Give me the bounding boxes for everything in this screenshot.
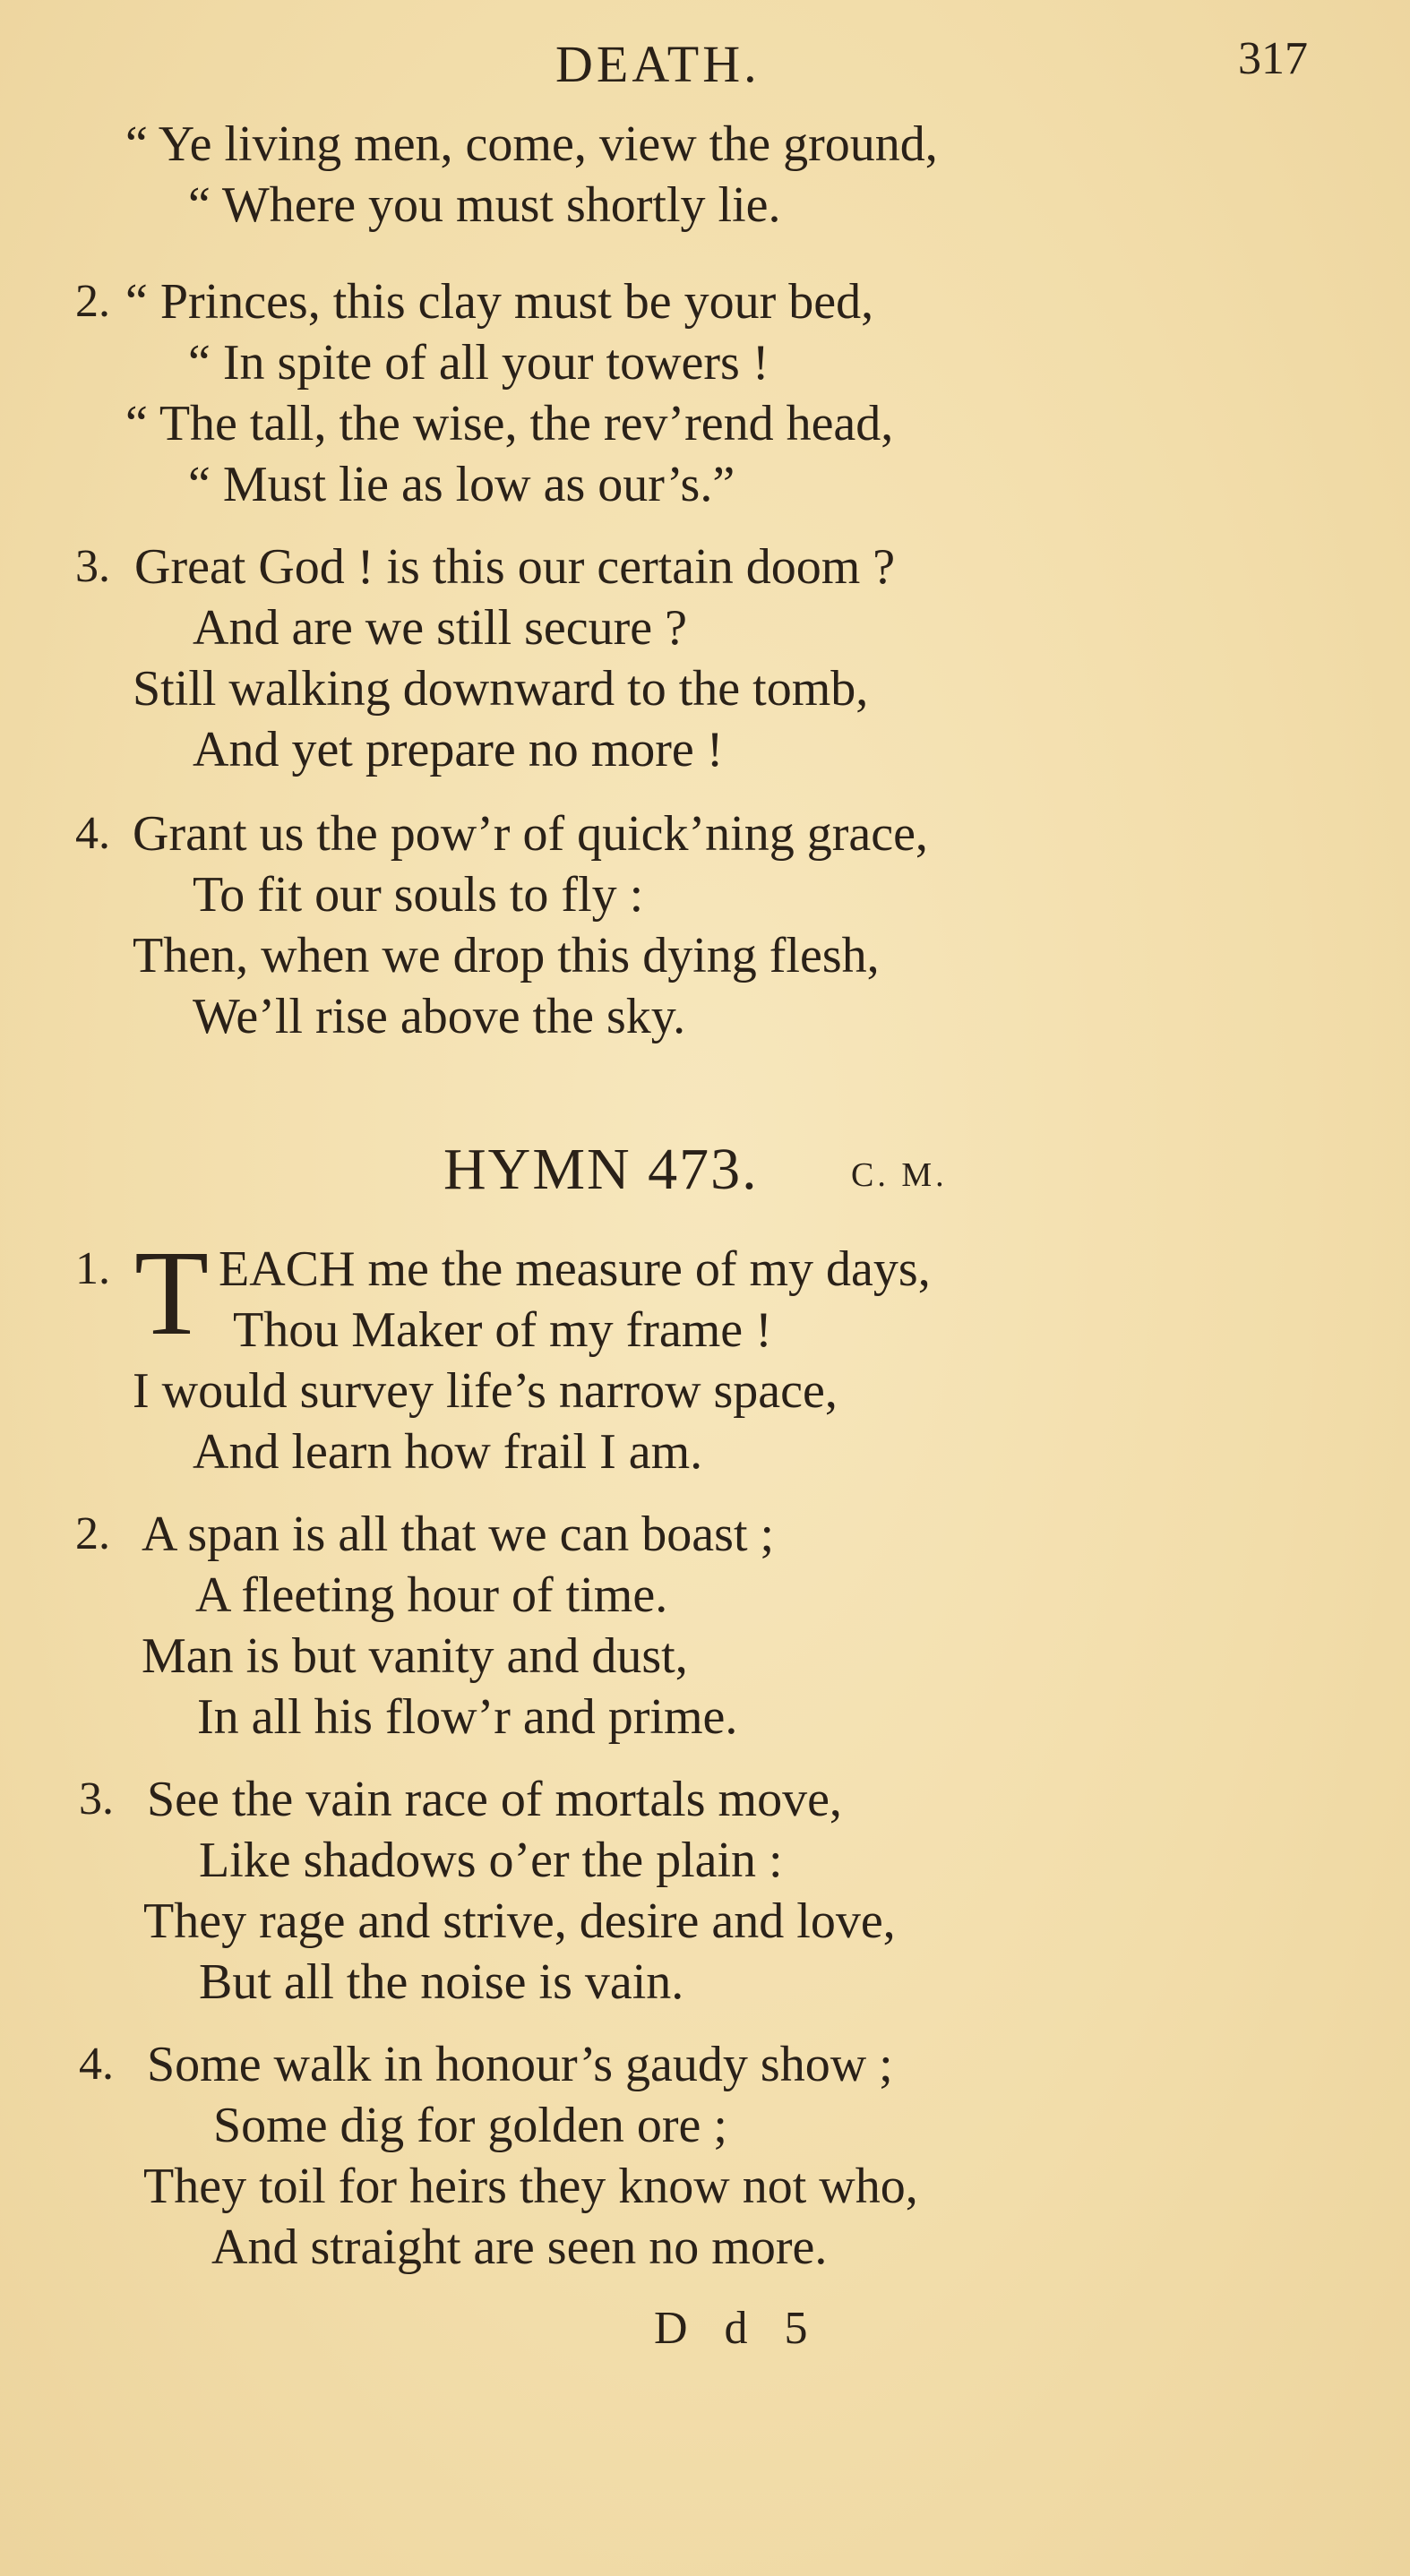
verse-line: And are we still secure ?: [193, 600, 687, 656]
verse-line: “ Princes, this clay must be your bed,: [125, 274, 874, 330]
hymn-title: HYMN 473.: [443, 1137, 759, 1202]
verse-line: “ Ye living men, come, view the ground,: [125, 116, 938, 172]
stanza-number: 2.: [75, 276, 110, 327]
verse-line: Grant us the pow’r of quick’ning grace,: [133, 806, 928, 862]
verse-line: Like shadows o’er the plain :: [199, 1833, 783, 1888]
verse-line: A span is all that we can boast ;: [142, 1507, 775, 1562]
verse-line: “ Where you must shortly lie.: [188, 177, 781, 233]
verse-line: “ In spite of all your towers !: [188, 335, 769, 391]
verse-line: “ The tall, the wise, the rev’rend head,: [125, 396, 894, 451]
verse-line: Thou Maker of my frame !: [233, 1302, 772, 1358]
stanza-number: 3.: [79, 1773, 114, 1825]
stanza-number: 1.: [75, 1243, 110, 1294]
stanza-number: 3.: [75, 541, 110, 592]
page-number: 317: [1238, 33, 1308, 84]
verse-line: A fleeting hour of time.: [195, 1567, 668, 1623]
stanza-number: 4.: [75, 808, 110, 859]
verse-line: Some walk in honour’s gaudy show ;: [147, 2037, 893, 2092]
verse-line: Man is but vanity and dust,: [142, 1628, 688, 1684]
verse-line: And yet prepare no more !: [193, 722, 724, 777]
verse-line: See the vain race of mortals move,: [147, 1772, 842, 1827]
verse-line: Then, when we drop this dying flesh,: [133, 928, 880, 983]
running-head: [0, 25, 1410, 97]
verse-line: In all his flow’r and prime.: [197, 1689, 738, 1745]
drop-cap: T: [134, 1226, 210, 1361]
hymn-meter: C. M.: [851, 1156, 948, 1194]
running-head-title: DEATH.: [555, 35, 761, 93]
verse-line: EACH me the measure of my days,: [219, 1241, 931, 1297]
verse-line: We’ll rise above the sky.: [193, 989, 686, 1044]
signature-mark: D d 5: [654, 2303, 821, 2354]
verse-line: To fit our souls to fly :: [193, 867, 644, 923]
verse-line: They rage and strive, desire and love,: [143, 1893, 896, 1949]
stanza-number: 4.: [79, 2039, 114, 2090]
verse-line: They toil for heirs they know not who,: [143, 2159, 918, 2214]
verse-line: I would survey life’s narrow space,: [133, 1363, 838, 1419]
verse-line: And learn how frail I am.: [193, 1424, 703, 1480]
verse-line: Some dig for golden ore ;: [213, 2098, 727, 2153]
verse-line: But all the noise is vain.: [199, 1954, 684, 2010]
verse-line: Great God ! is this our certain doom ?: [134, 539, 896, 595]
verse-line: Still walking downward to the tomb,: [133, 661, 869, 717]
stanza-number: 2.: [75, 1508, 110, 1559]
verse-line: “ Must lie as low as our’s.”: [188, 457, 735, 512]
verse-line: And straight are seen no more.: [211, 2220, 828, 2275]
